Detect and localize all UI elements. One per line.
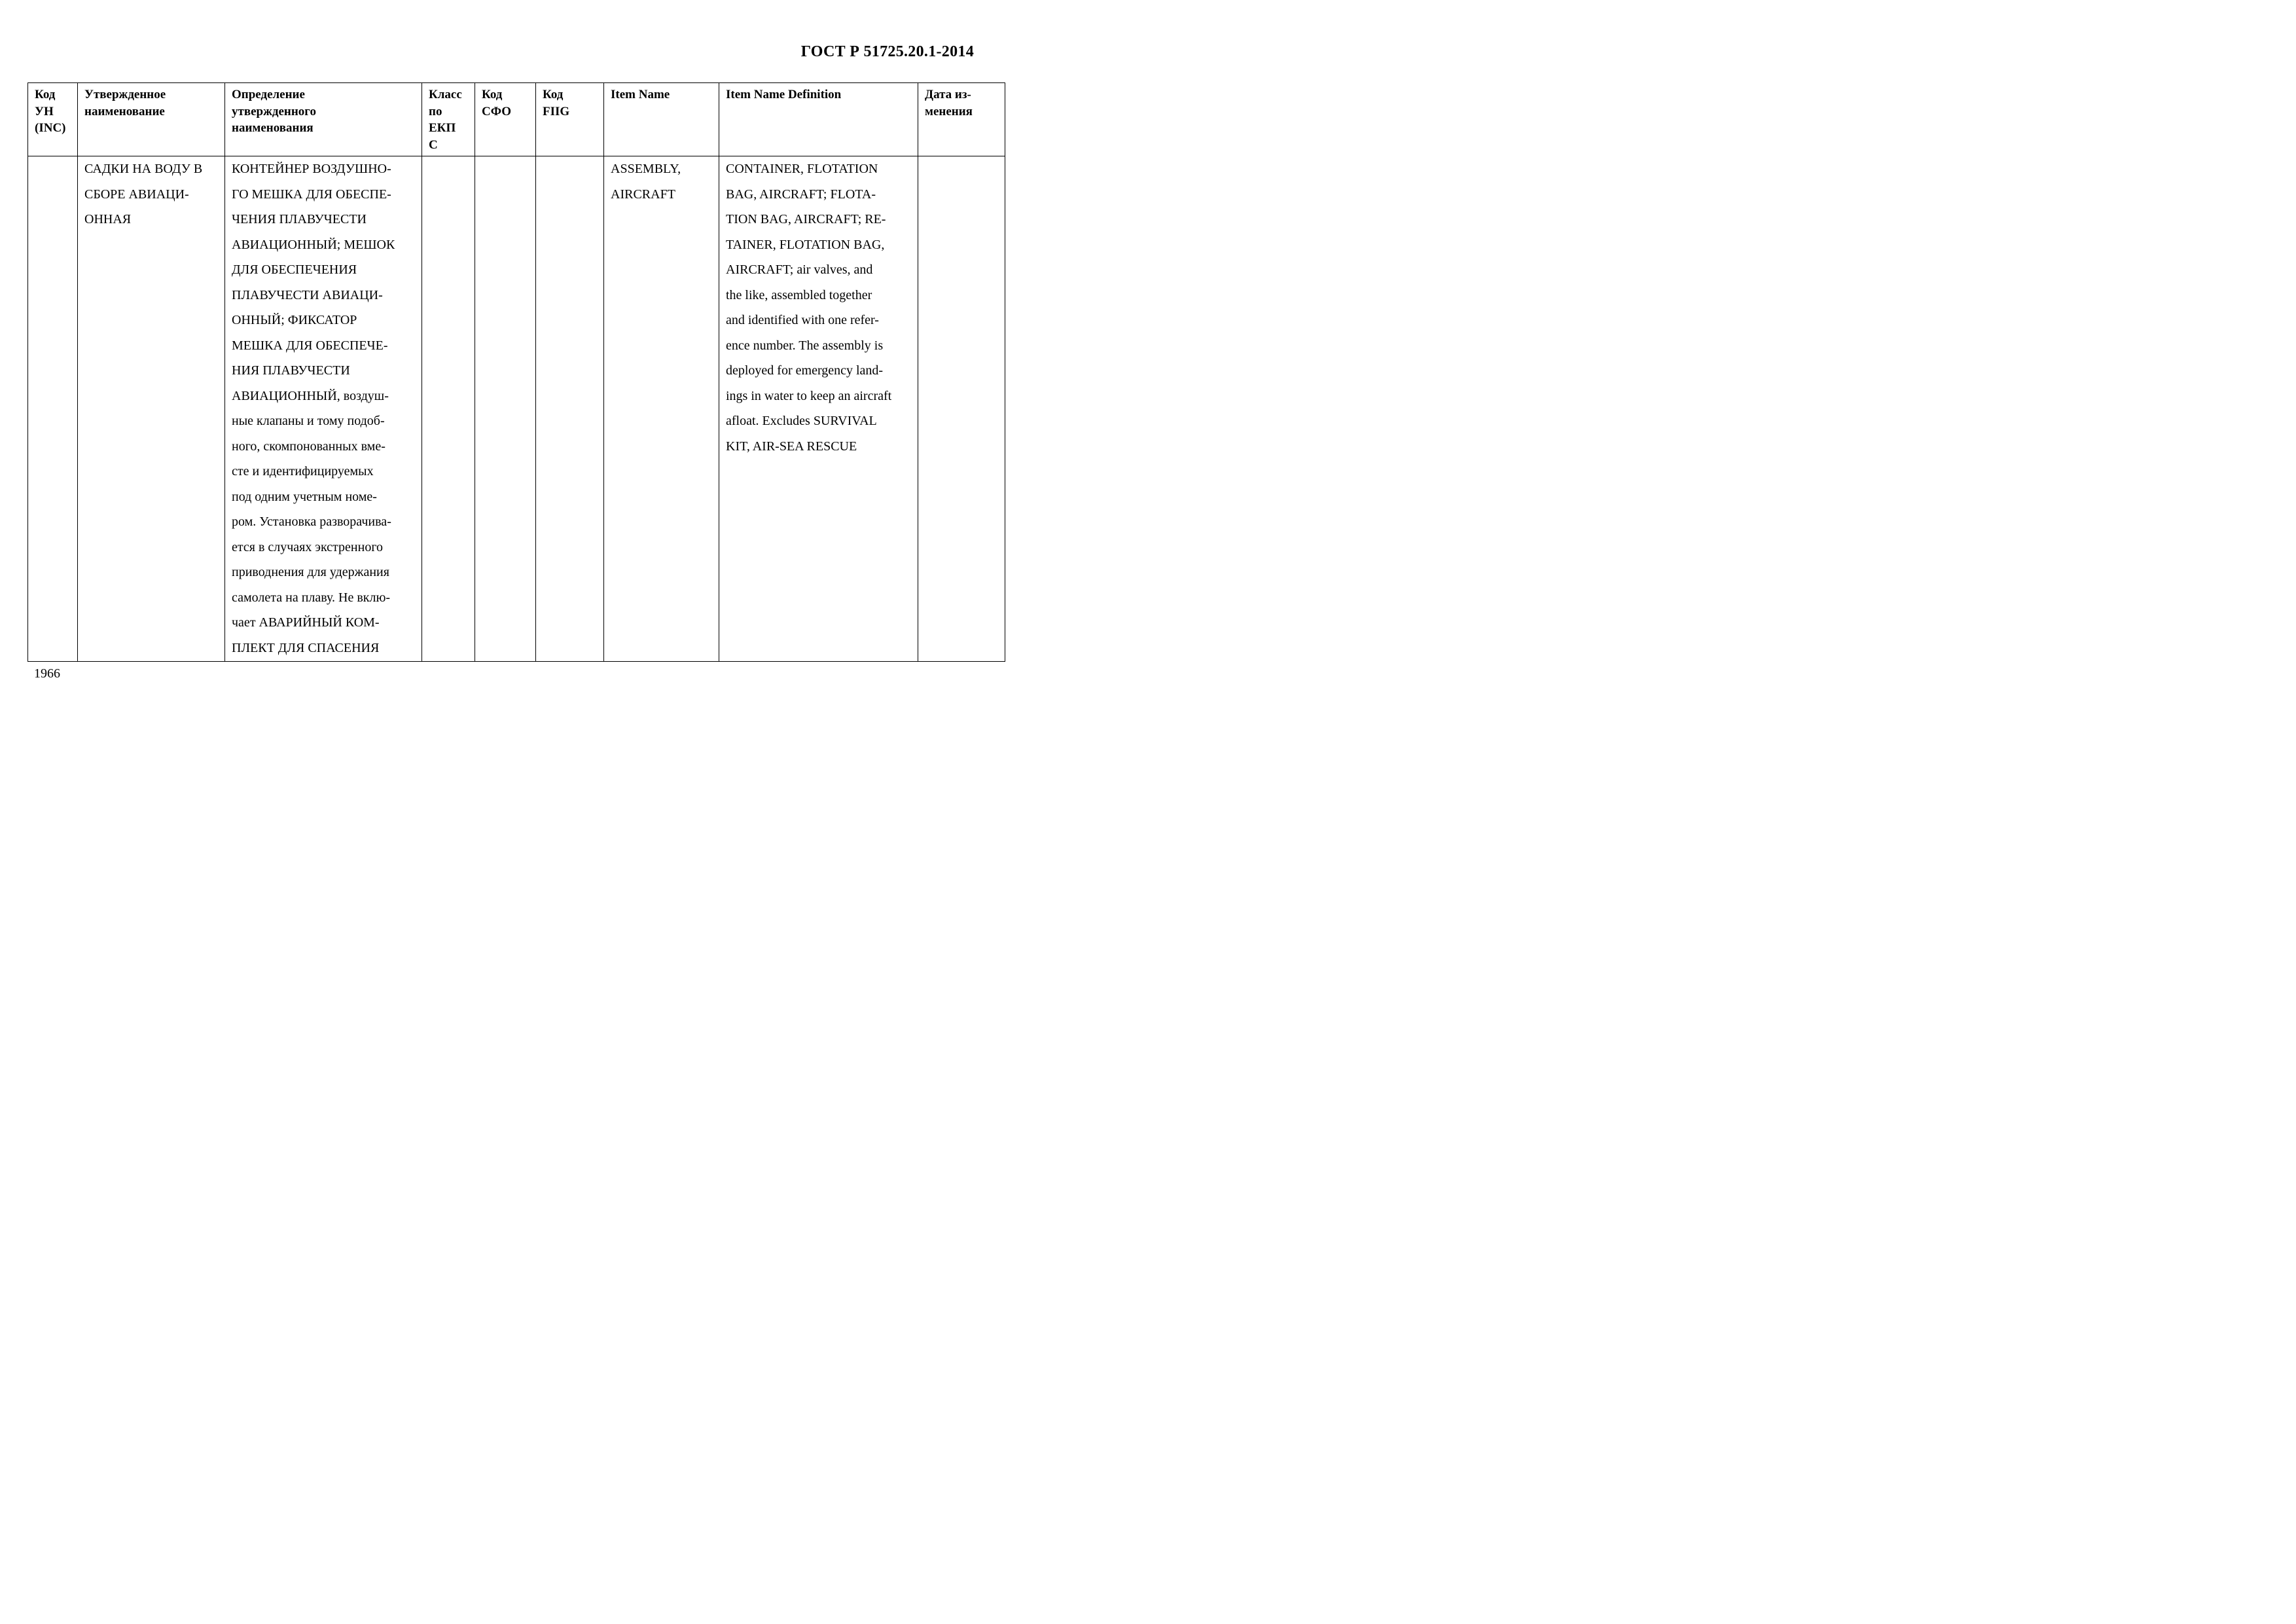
column-header-approved-name: Утвержденное наименование (78, 83, 225, 156)
nomenclature-table (27, 82, 1005, 662)
table-row (28, 156, 1005, 662)
column-header-change-date: Дата из- менения (918, 83, 1005, 156)
column-header-sfo-code: Код СФО (475, 83, 536, 156)
cell-item-name-definition: CONTAINER, FLOTATION BAG, AIRCRAFT; FLOTA- TION BAG, AIRCRAFT; RE- TAINER, FLOTATION BAG, AIRCRAFT; air valves, and the like, assembled together and identified with one refer- ence number. The assembly is deployed for emergency land- ings in water to keep an aircraft afloat. Excludes SURVIVAL KIT, AIR-SEA RESCUE (719, 156, 918, 662)
column-header-item-name: Item Name (604, 83, 719, 156)
table-header-row (28, 83, 1005, 156)
cell-name-definition: КОНТЕЙНЕР ВОЗДУШНО- ГО МЕШКА ДЛЯ ОБЕСПЕ- ЧЕНИЯ ПЛАВУЧЕСТИ АВИАЦИОННЫЙ; МЕШОК ДЛЯ ОБЕСПЕЧЕНИЯ ПЛАВУЧЕСТИ АВИАЦИ- ОННЫЙ; ФИКСАТОР МЕШКА ДЛЯ ОБЕСПЕЧЕ- НИЯ ПЛАВУЧЕСТИ АВИАЦИОННЫЙ, воздуш- ные клапаны и тому подоб- ного, скомпонованных вме- сте и идентифицируемых под одним учетным номе- ром. Установка разворачива- ется в случаях экстренного приводнения для удержания самолета на плаву. Не вклю- чает АВАРИЙНЫЙ КОМ- ПЛЕКТ ДЛЯ СПАСЕНИЯ (225, 156, 422, 662)
cell-sfo-code (475, 156, 536, 662)
column-header-class: Класс по ЕКП С (422, 83, 475, 156)
cell-item-name: ASSEMBLY, AIRCRAFT (604, 156, 719, 662)
cell-fiig-code (536, 156, 604, 662)
document-standard-header: ГОСТ Р 51725.20.1-2014 (800, 43, 974, 60)
page-number: 1966 (34, 666, 60, 681)
cell-class (422, 156, 475, 662)
column-header-inc: Код УН (INC) (28, 83, 78, 156)
cell-inc (28, 156, 78, 662)
column-header-name-definition: Определение утвержденного наименования (225, 83, 422, 156)
cell-approved-name: САДКИ НА ВОДУ В СБОРЕ АВИАЦИ- ОННАЯ (78, 156, 225, 662)
column-header-fiig-code: Код FIIG (536, 83, 604, 156)
cell-change-date (918, 156, 1005, 662)
column-header-item-name-definition: Item Name Definition (719, 83, 918, 156)
